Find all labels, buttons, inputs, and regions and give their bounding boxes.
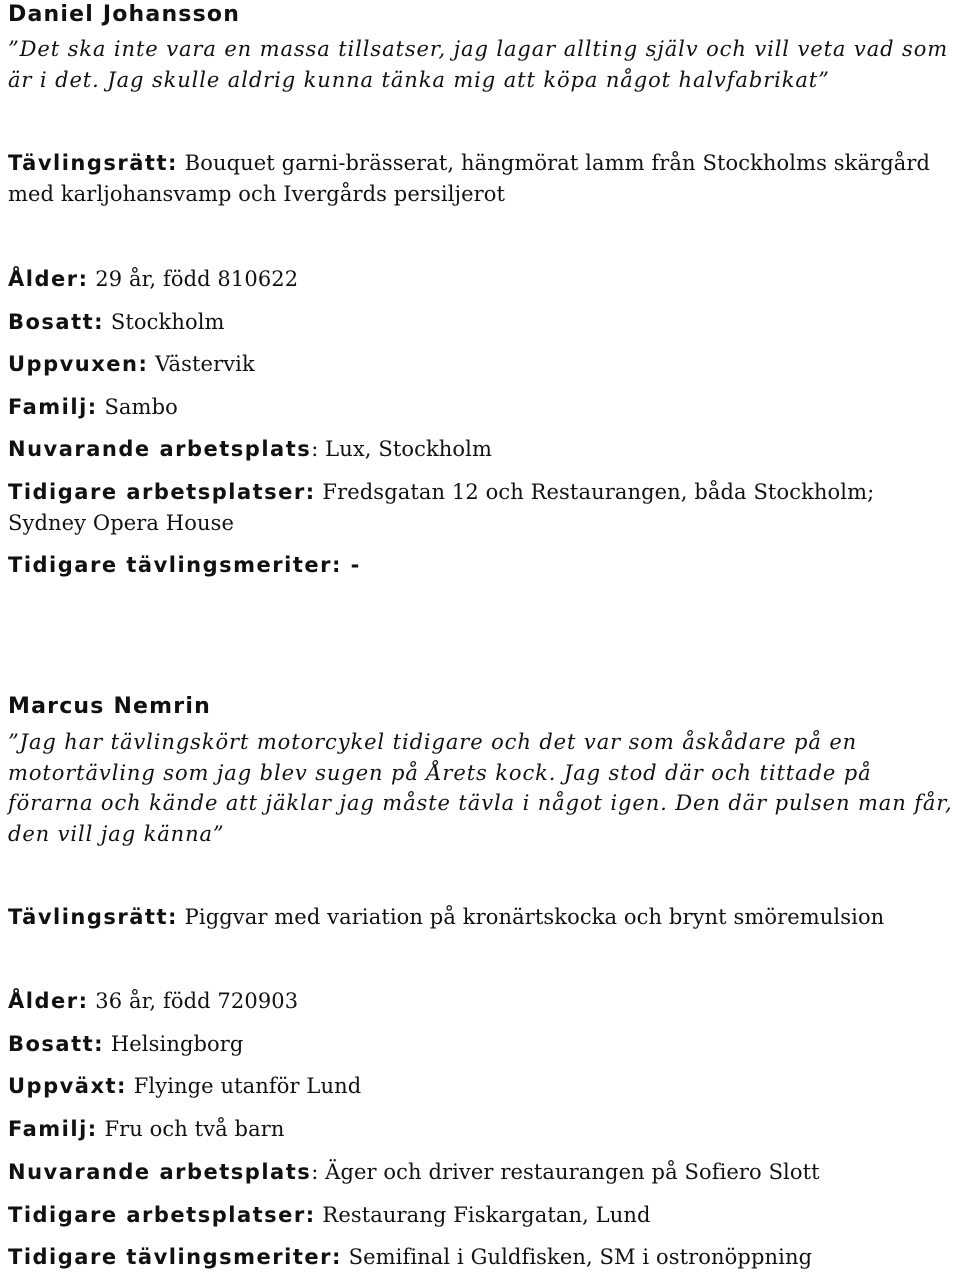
prev-value: Fredsgatan 12 och Restaurangen, båda Stockholm; Sydney Opera House <box>8 480 875 535</box>
profile-1-raised <box>8 349 956 380</box>
home-label: Bosatt: <box>8 310 105 334</box>
profile-1-previous-work <box>8 477 956 539</box>
profile-2-dish <box>8 902 956 933</box>
dish-label: Tävlingsrätt: <box>8 905 178 929</box>
family-label: Familj: <box>8 1117 98 1141</box>
profile-1-name: Daniel Johansson <box>8 2 241 27</box>
dish-value: Piggvar med variation på kronärtskocka och brynt smöremulsion <box>177 905 885 929</box>
profile-2-quote: ”Jag har tävlingskört motorcykel tidigare och det var som åskådare på en motortävling som jag blev sugen på Årets kock. Jag stod där och tittade på förarna och kände att jäklar jag måste tävla i något igen. Den där pulsen man får, den vill jag känna” <box>8 730 953 846</box>
family-value: Sambo <box>97 395 178 419</box>
profile-2-merits <box>8 1242 956 1273</box>
age-value: 29 år, född 810622 <box>88 267 299 291</box>
profile-1-merits <box>8 550 956 581</box>
home-value: Stockholm <box>104 310 225 334</box>
dish-value: Bouquet garni-brässerat, hängmörat lamm från Stockholms skärgård med karljohansvamp och Ivergårds persiljerot <box>8 151 931 206</box>
prev-label: Tidigare arbetsplatser: <box>8 1203 316 1227</box>
dish-label: Tävlingsrätt: <box>8 151 178 175</box>
raised-label: Uppvuxen: <box>8 352 149 376</box>
raised-value: Västervik <box>148 352 255 376</box>
raised-value: Flyinge utanför Lund <box>126 1074 362 1098</box>
age-label: Ålder: <box>8 267 89 291</box>
merits-label: Tidigare tävlingsmeriter: - <box>8 553 361 577</box>
merits-value: Semifinal i Guldfisken, SM i ostronöppning <box>341 1245 813 1269</box>
prev-label: Tidigare arbetsplatser: <box>8 480 316 504</box>
profile-2-raised <box>8 1071 956 1102</box>
home-label: Bosatt: <box>8 1032 105 1056</box>
profile-1-dish <box>8 148 956 210</box>
profile-2-previous-work <box>8 1200 956 1231</box>
raised-label: Uppväxt: <box>8 1074 127 1098</box>
profile-1-family <box>8 392 956 423</box>
profile-2-name: Marcus Nemrin <box>8 694 211 719</box>
profile-2-home <box>8 1029 956 1060</box>
profile-1-quote: ”Det ska inte vara en massa tillsatser, jag lagar allting själv och vill veta vad som är i det. Jag skulle aldrig kunna tänka mig att köpa något halvfabrikat” <box>8 37 949 92</box>
age-label: Ålder: <box>8 989 89 1013</box>
home-value: Helsingborg <box>104 1032 244 1056</box>
work-value: : Lux, Stockholm <box>311 437 493 461</box>
merits-label: Tidigare tävlingsmeriter: <box>8 1245 342 1269</box>
profile-2-work <box>8 1157 956 1188</box>
family-label: Familj: <box>8 395 98 419</box>
profile-2-age <box>8 986 956 1017</box>
work-label: Nuvarande arbetsplats <box>8 1160 312 1184</box>
profile-2-family <box>8 1114 956 1145</box>
profile-1-age <box>8 264 956 295</box>
work-label: Nuvarande arbetsplats <box>8 437 312 461</box>
prev-value: Restaurang Fiskargatan, Lund <box>315 1203 651 1227</box>
profile-1-home <box>8 307 956 338</box>
family-value: Fru och två barn <box>97 1117 285 1141</box>
age-value: 36 år, född 720903 <box>88 989 299 1013</box>
profile-1-work <box>8 434 956 465</box>
work-value: : Äger och driver restaurangen på Sofiero Slott <box>311 1160 820 1184</box>
